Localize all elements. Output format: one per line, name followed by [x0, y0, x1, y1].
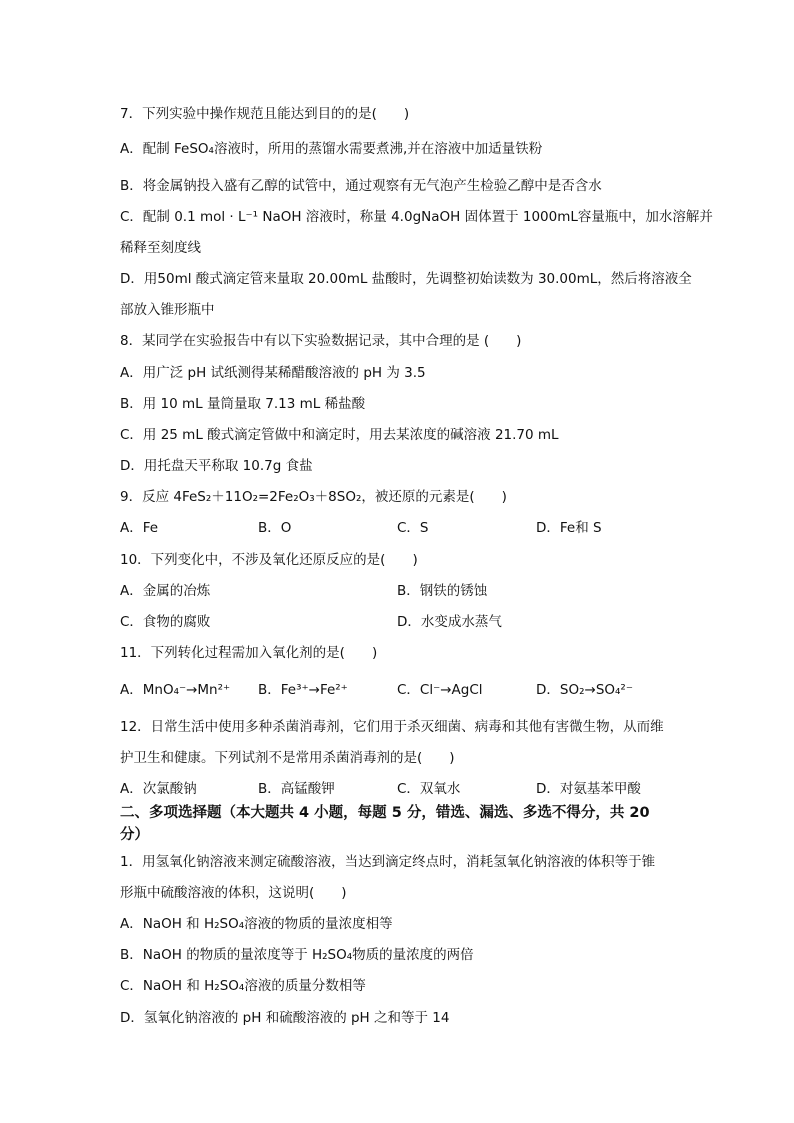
- mq1-option-a: A．NaOH 和 H₂SO₄溶液的物质的量浓度相等: [120, 916, 393, 932]
- q12-stem-cont: 护卫生和健康。下列试剂不是常用杀菌消毒剂的是( ): [120, 750, 455, 766]
- q7-option-c: C．配制 0.1 mol · L⁻¹ NaOH 溶液时，称量 4.0gNaOH 固体置于 1000mL容量瓶中，加水溶解并: [120, 209, 713, 225]
- mq1-option-d: D．氢氧化钠溶液的 pH 和硫酸溶液的 pH 之和等于 14: [120, 1010, 450, 1026]
- q11-stem: 11．下列转化过程需加入氧化剂的是( ): [120, 645, 378, 661]
- q9-stem: 9．反应 4FeS₂＋11O₂=2Fe₂O₃＋8SO₂，被还原的元素是( ): [120, 489, 507, 505]
- q8-option-b: B．用 10 mL 量筒量取 7.13 mL 稀盐酸: [120, 396, 366, 412]
- q7-option-b: B．将金属钠投入盛有乙醇的试管中，通过观察有无气泡产生检验乙醇中是否含水: [120, 178, 602, 194]
- q7-option-a: A．配制 FeSO₄溶液时，所用的蒸馏水需要煮沸,并在溶液中加适量铁粉: [120, 141, 543, 157]
- q9-option-c: C．S: [397, 520, 429, 536]
- q12-option-a: A．次氯酸钠: [120, 781, 197, 797]
- q12-stem: 12．日常生活中使用多种杀菌消毒剂，它们用于杀灭细菌、病毒和其他有害微生物，从而维: [120, 719, 664, 735]
- q10-option-d: D．水变成水蒸气: [397, 614, 502, 630]
- q7-option-d: D．用50ml 酸式滴定管来量取 20.00mL 盐酸时，先调整初始读数为 30.00mL，然后将溶液全: [120, 271, 692, 287]
- q7-option-d-cont: 部放入锥形瓶中: [120, 302, 215, 318]
- q11-option-b: B．Fe³⁺→Fe²⁺: [258, 682, 348, 698]
- section2-title: 二、多项选择题（本大题共 4 小题，每题 5 分，错选、漏选、多选不得分，共 20: [120, 805, 650, 821]
- q12-option-d: D．对氨基苯甲酸: [536, 781, 641, 797]
- q9-option-d: D．Fe和 S: [536, 520, 602, 536]
- q10-option-a: A．金属的冶炼: [120, 583, 211, 599]
- section2-title-cont: 分）: [120, 827, 149, 843]
- q9-option-b: B．O: [258, 520, 292, 536]
- mq1-option-c: C．NaOH 和 H₂SO₄溶液的质量分数相等: [120, 978, 366, 994]
- q8-option-d: D．用托盘天平称取 10.7g 食盐: [120, 458, 313, 474]
- mq1-option-b: B．NaOH 的物质的量浓度等于 H₂SO₄物质的量浓度的两倍: [120, 947, 474, 963]
- q10-option-c: C．食物的腐败: [120, 614, 211, 630]
- q11-option-c: C．Cl⁻→AgCl: [397, 682, 483, 698]
- q11-option-d: D．SO₂→SO₄²⁻: [536, 682, 633, 698]
- q11-option-a: A．MnO₄⁻→Mn²⁺: [120, 682, 231, 698]
- q10-stem: 10．下列变化中，不涉及氧化还原反应的是( ): [120, 552, 418, 568]
- q12-option-c: C．双氧水: [397, 781, 461, 797]
- q9-option-a: A．Fe: [120, 520, 159, 536]
- mq1-stem-cont: 形瓶中硫酸溶液的体积，这说明( ): [120, 885, 347, 901]
- q7-option-c-cont: 稀释至刻度线: [120, 240, 201, 256]
- q8-option-a: A．用广泛 pH 试纸测得某稀醋酸溶液的 pH 为 3.5: [120, 365, 426, 381]
- q7-stem: 7．下列实验中操作规范且能达到目的的是( ): [120, 106, 410, 122]
- mq1-stem: 1．用氢氧化钠溶液来测定硫酸溶液，当达到滴定终点时，消耗氢氧化钠溶液的体积等于锥: [120, 854, 656, 870]
- q10-option-b: B．钢铁的锈蚀: [397, 583, 488, 599]
- q8-stem: 8．某同学在实验报告中有以下实验数据记录，其中合理的是 ( ): [120, 333, 522, 349]
- q8-option-c: C．用 25 mL 酸式滴定管做中和滴定时，用去某浓度的碱溶液 21.70 mL: [120, 427, 559, 443]
- q12-option-b: B．高锰酸钾: [258, 781, 335, 797]
